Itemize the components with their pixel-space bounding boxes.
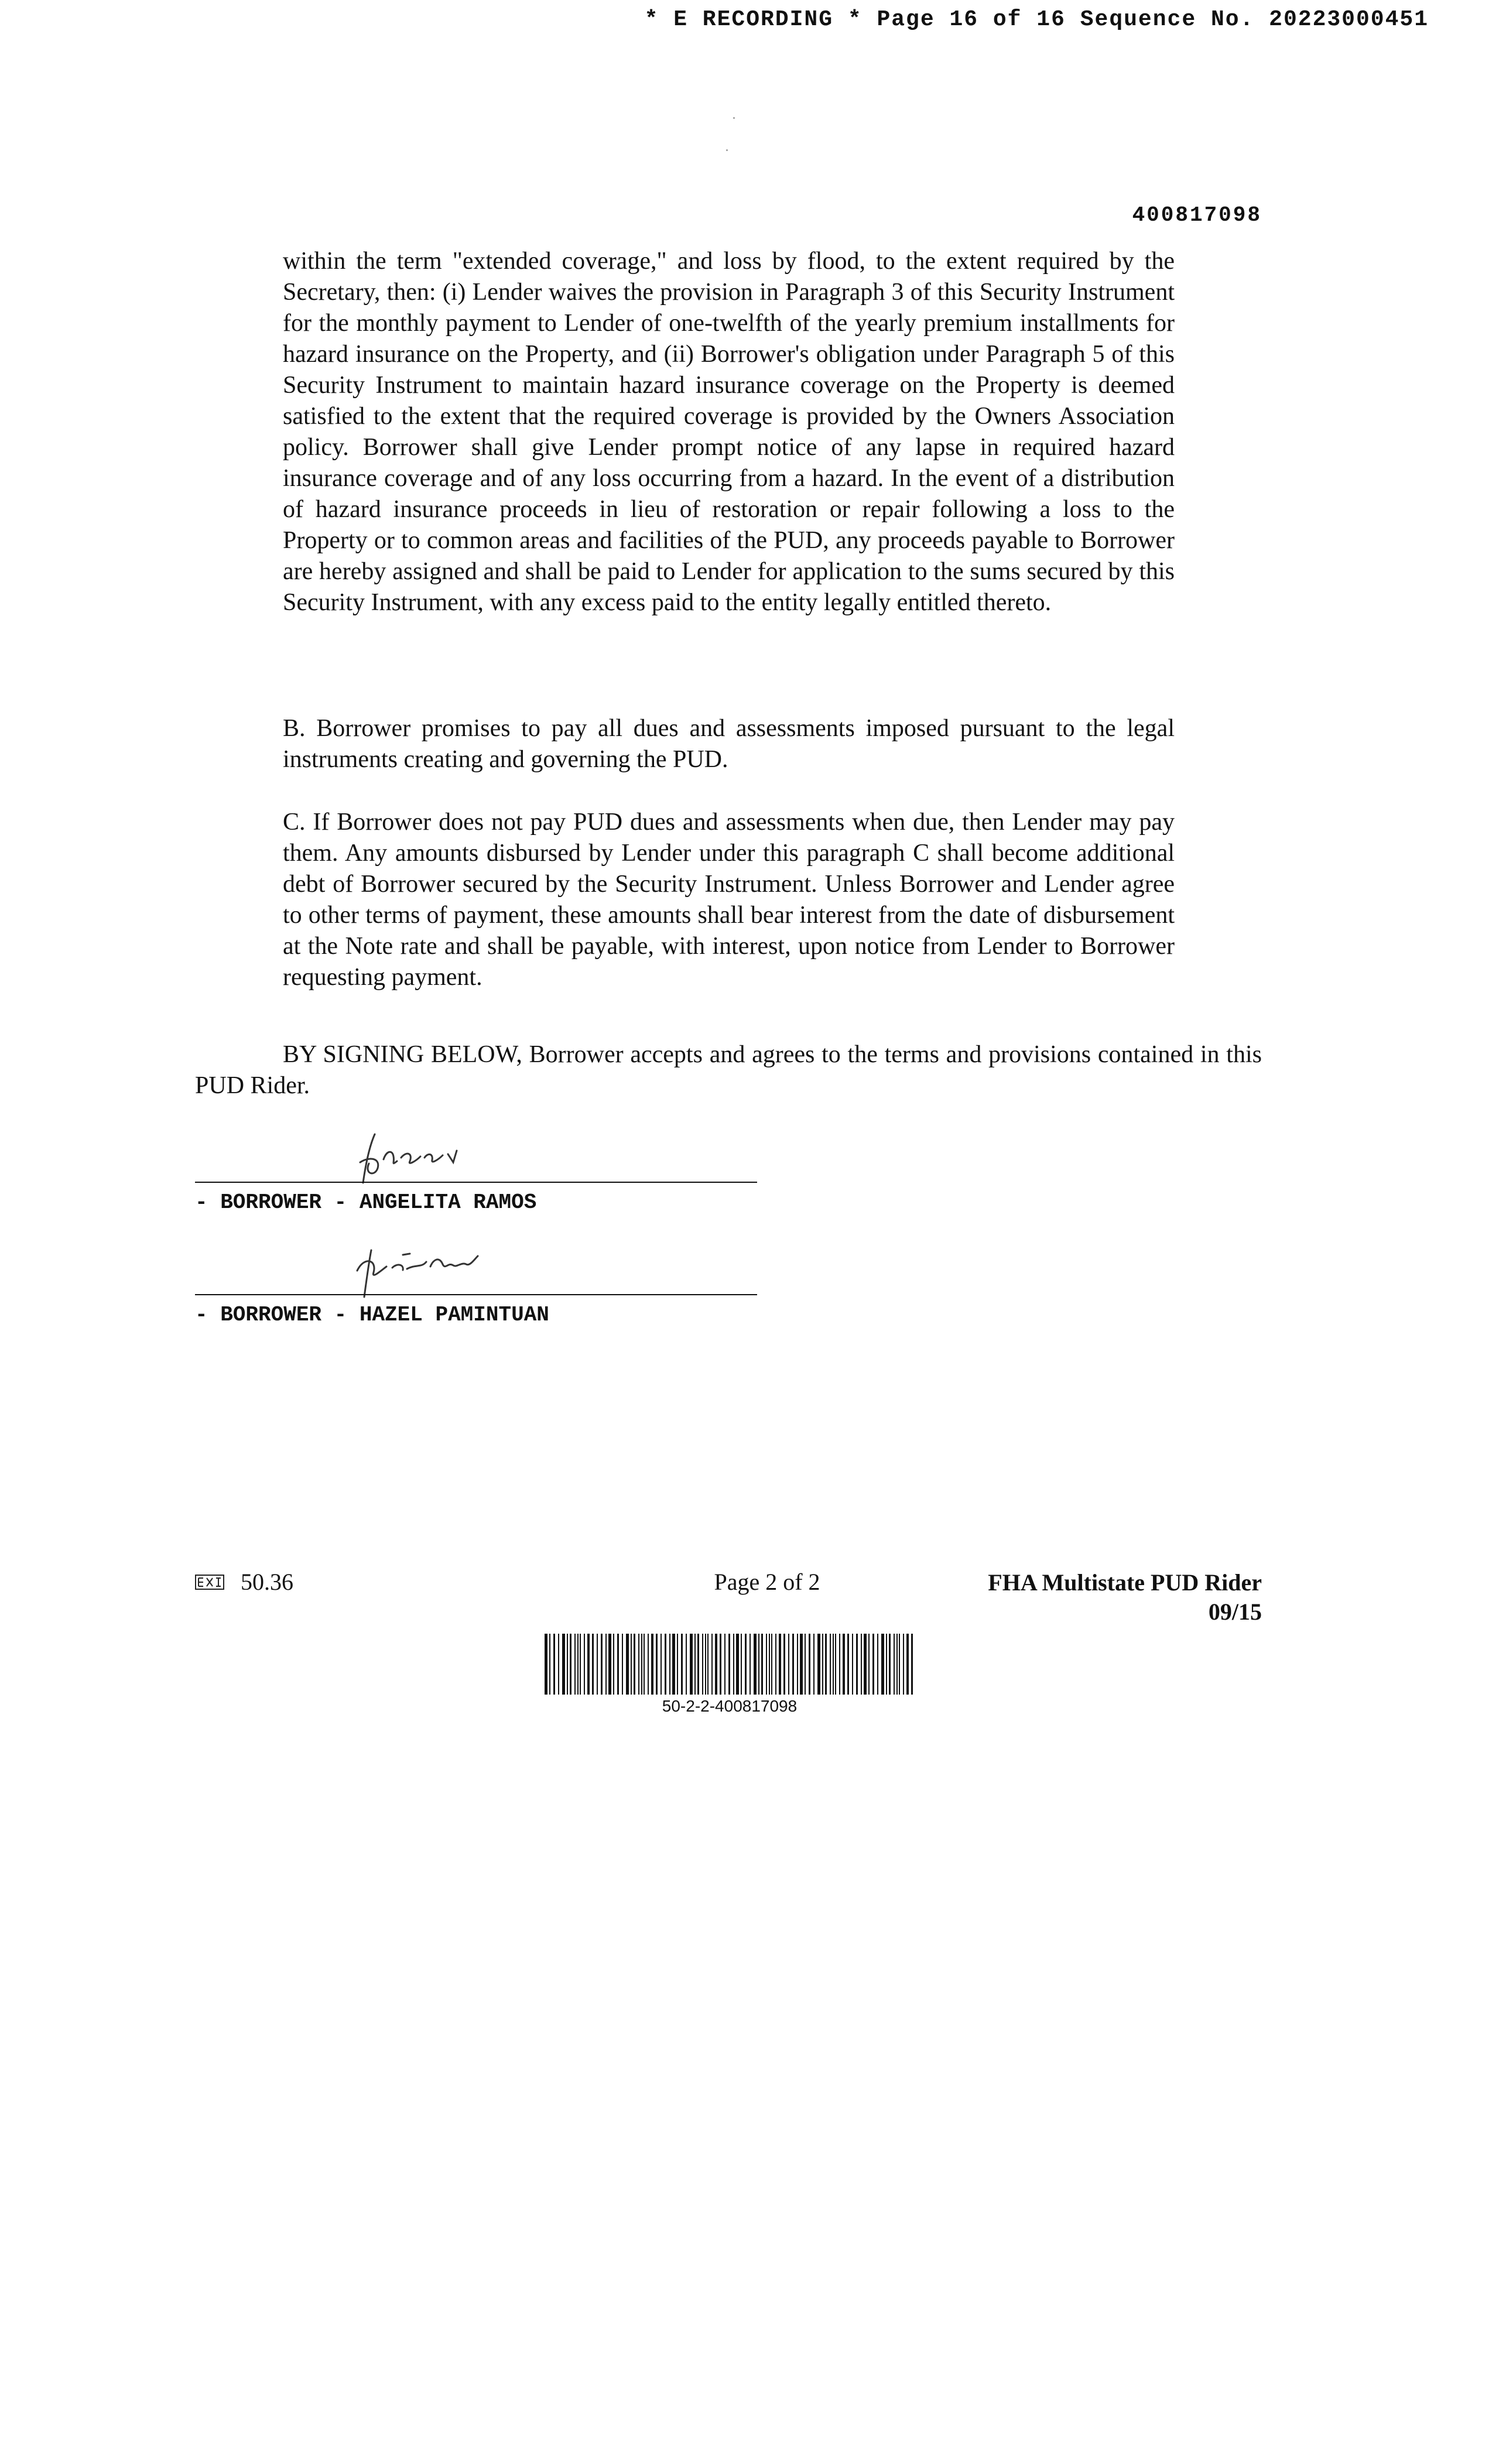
barcode-bar: [577, 1634, 579, 1695]
barcode-bar: [681, 1634, 683, 1695]
barcode-graphic: [545, 1634, 915, 1695]
barcode-bar: [750, 1634, 751, 1695]
barcode-bar: [720, 1634, 721, 1695]
barcode-bar: [705, 1634, 706, 1695]
barcode-bar: [702, 1634, 703, 1695]
loan-number: 400817098: [1132, 203, 1262, 227]
barcode-bar: [574, 1634, 576, 1695]
barcode-bar: [835, 1634, 836, 1695]
barcode-bar: [769, 1634, 770, 1695]
barcode-bar: [881, 1634, 884, 1695]
barcode-bar: [584, 1634, 585, 1695]
barcode-bar: [562, 1634, 565, 1695]
barcode-bar: [626, 1634, 629, 1695]
barcode-bar: [580, 1634, 581, 1695]
barcode-bar: [608, 1634, 611, 1695]
barcode-bar: [597, 1634, 598, 1695]
barcode-bar: [872, 1634, 874, 1695]
scan-speck: [726, 149, 728, 151]
barcode-bar: [697, 1634, 699, 1695]
barcode-bar: [906, 1634, 909, 1695]
barcode-bar: [830, 1634, 831, 1695]
barcode-bar: [886, 1634, 887, 1695]
barcode-bar: [839, 1634, 840, 1695]
signature-hazel-pamintuan: [328, 1238, 574, 1303]
barcode-bar: [852, 1634, 853, 1695]
barcode-bar: [800, 1634, 803, 1695]
barcode-bar: [813, 1634, 814, 1695]
barcode-bar: [617, 1634, 619, 1695]
barcode-bar: [805, 1634, 806, 1695]
barcode-bar: [644, 1634, 645, 1695]
barcode-bar: [724, 1634, 725, 1695]
barcode-bar: [903, 1634, 904, 1695]
barcode-bar: [672, 1634, 675, 1695]
borrower-label: - BORROWER - ANGELITA RAMOS: [195, 1190, 537, 1214]
barcode-bar: [911, 1634, 913, 1695]
form-code-block: [195, 1568, 293, 1596]
form-logo-icon: [195, 1575, 224, 1590]
barcode-bar: [758, 1634, 759, 1695]
barcode-bar: [656, 1634, 658, 1695]
barcode-bar: [766, 1634, 767, 1695]
barcode-bar: [894, 1634, 895, 1695]
barcode-bar: [665, 1634, 666, 1695]
barcode-bar: [771, 1634, 772, 1695]
barcode-bar: [783, 1634, 785, 1695]
barcode-bar: [817, 1634, 820, 1695]
barcode-bar: [715, 1634, 717, 1695]
signature-line: [195, 1294, 757, 1295]
form-code: 50.36: [241, 1569, 293, 1595]
barcode-bar: [669, 1634, 670, 1695]
barcode-bar: [558, 1634, 559, 1695]
barcode-bar: [592, 1634, 594, 1695]
barcode-bar: [567, 1634, 568, 1695]
barcode-bar: [741, 1634, 742, 1695]
paragraph-a: within the term "extended coverage," and loss by flood, to the extent required by the Secretary, then: (i) Lender waives the provision in Paragraph 3 of this Security Instrument for the monthly payment to Lender of one-twelfth of the yearly premium installments for hazard insurance on the Property, and (ii) Borrower's obligation under Paragraph 5 of this Security Instrument to maintain hazard insurance coverage on the Property is deemed satisfied to the extent that the required coverage is provided by the Owners Association policy. Borrower shall give Lender prompt notice of any lapse in required hazard insurance coverage and of any loss occurring from a hazard. In the event of a distribution of hazard insurance proceeds in lieu of restoration or repair following a loss to the Property or to common areas and facilities of the PUD, any proceeds payable to Borrower are hereby assigned and shall be paid to Lender for application to the sums secured by this Security Instrument, with any excess paid to the entity legally entitled thereto.: [283, 248, 1175, 616]
form-date: 09/15: [1208, 1599, 1262, 1625]
barcode-bar: [728, 1634, 730, 1695]
barcode-bar: [736, 1634, 739, 1695]
barcode-bar: [847, 1634, 849, 1695]
paragraph-b: B. Borrower promises to pay all dues and assessments imposed pursuant to the legal instruments creating and governing the PUD.: [283, 715, 1175, 773]
barcode-bar: [641, 1634, 642, 1695]
barcode-bar: [861, 1634, 862, 1695]
barcode-bar: [660, 1634, 662, 1695]
barcode-bar: [648, 1634, 649, 1695]
page-label: Page 2 of 2: [714, 1569, 820, 1595]
barcode-bar: [868, 1634, 870, 1695]
barcode-bar: [843, 1634, 845, 1695]
barcode-bar: [711, 1634, 713, 1695]
signing-statement: BY SIGNING BELOW, Borrower accepts and agrees to the terms and provisions contained in this PUD Rider.: [195, 1041, 1262, 1099]
barcode-bar: [601, 1634, 603, 1695]
barcode-bar: [553, 1634, 555, 1695]
barcode-bar: [788, 1634, 789, 1695]
barcode-bar: [833, 1634, 834, 1695]
barcode-bar: [825, 1634, 827, 1695]
barcode-bar: [745, 1634, 747, 1695]
barcode-bar: [707, 1634, 709, 1695]
barcode-bar: [694, 1634, 696, 1695]
barcode-bar: [761, 1634, 763, 1695]
barcode-bar: [792, 1634, 794, 1695]
barcode-bar: [877, 1634, 878, 1695]
barcode-bar: [754, 1634, 757, 1695]
barcode-bar: [587, 1634, 590, 1695]
paragraph-c: C. If Borrower does not pay PUD dues and assessments when due, then Lender may pay them. Any amounts disbursed by Lender under this paragraph C shall become additional debt of Borrower secured by the Security Instrument. Unless Borrower and Lender agree to other terms of payment, these amounts shall bear interest from the date of disbursement at the Note rate and shall be payable, with interest, upon notice from Lender to Borrower requesting payment.: [283, 809, 1175, 991]
barcode-bar: [545, 1634, 547, 1695]
recording-header: * E RECORDING * Page 16 of 16 Sequence No. 20223000451: [644, 7, 1429, 32]
barcode-bar: [605, 1634, 607, 1695]
barcode-bar: [856, 1634, 858, 1695]
barcode-bar: [570, 1634, 571, 1695]
form-title-block: [988, 1568, 1262, 1627]
form-title: FHA Multistate PUD Rider: [988, 1569, 1262, 1596]
barcode-bar: [864, 1634, 867, 1695]
barcode-bar: [690, 1634, 693, 1695]
barcode-bar: [809, 1634, 810, 1695]
barcode-bar: [622, 1634, 623, 1695]
barcode-bar: [822, 1634, 823, 1695]
barcode-number: 50-2-2-400817098: [662, 1697, 798, 1715]
barcode-bar: [634, 1634, 635, 1695]
barcode-bar: [797, 1634, 798, 1695]
borrower-label: - BORROWER - HAZEL PAMINTUAN: [195, 1303, 549, 1327]
barcode-bar: [779, 1634, 781, 1695]
barcode-bar: [613, 1634, 614, 1695]
signature-line: [195, 1182, 757, 1183]
barcode-bar: [889, 1634, 891, 1695]
barcode-bar: [899, 1634, 900, 1695]
barcode-bar: [686, 1634, 687, 1695]
barcode-bar: [651, 1634, 653, 1695]
scan-speck: [733, 117, 735, 119]
barcode-bar: [549, 1634, 550, 1695]
barcode-bar: [775, 1634, 776, 1695]
barcode-bar: [631, 1634, 632, 1695]
barcode-bar: [896, 1634, 898, 1695]
barcode-bar: [677, 1634, 678, 1695]
barcode-bar: [638, 1634, 639, 1695]
barcode-bar: [733, 1634, 734, 1695]
